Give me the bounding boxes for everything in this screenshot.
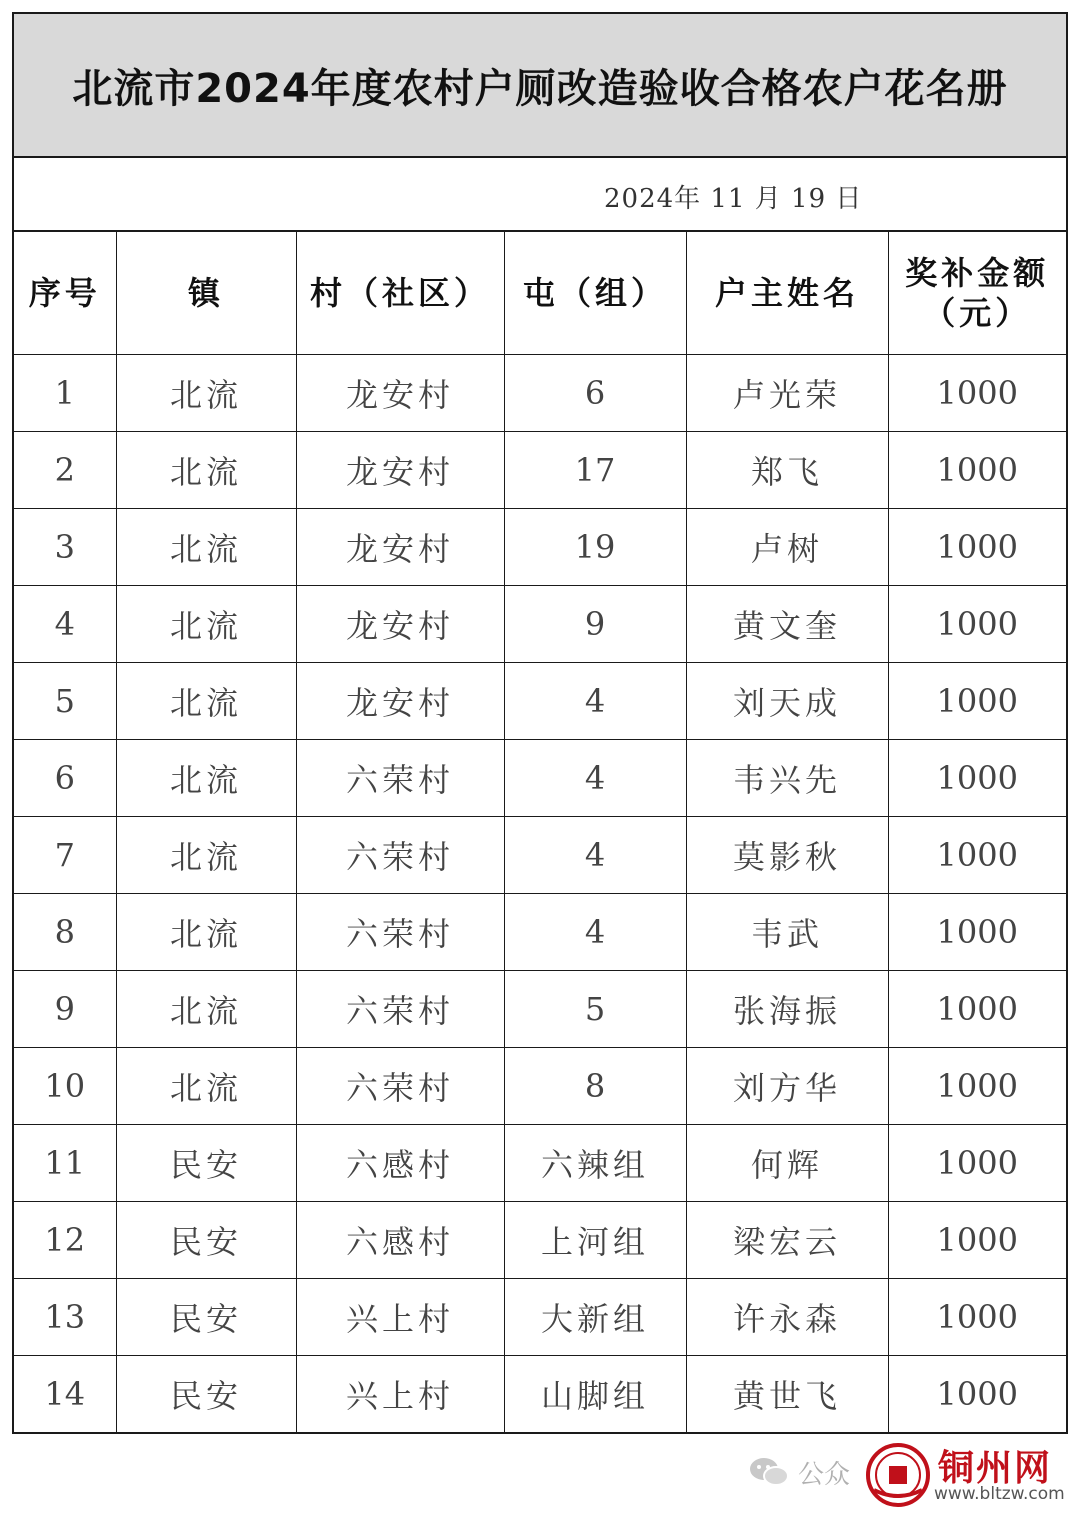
header-householder: 户主姓名: [686, 232, 888, 355]
table-row: [14, 971, 1066, 1048]
group-cell: 4: [504, 740, 686, 817]
site-name: 铜州网: [938, 1448, 1053, 1489]
town-cell: 北流: [116, 817, 296, 894]
table-row: [14, 663, 1066, 740]
header-group: 屯（组）: [504, 232, 686, 355]
town-cell: 北流: [116, 586, 296, 663]
index-cell: 11: [14, 1125, 116, 1202]
householder-cell: 许永森: [686, 1279, 888, 1356]
amount-cell: 1000: [888, 1048, 1066, 1125]
index-cell: 5: [14, 663, 116, 740]
amount-cell: 1000: [888, 894, 1066, 971]
town-cell: 民安: [116, 1356, 296, 1433]
index-cell: 2: [14, 432, 116, 509]
householder-cell: 韦兴先: [686, 740, 888, 817]
table-row: [14, 1048, 1066, 1125]
village-cell: 兴上村: [296, 1356, 504, 1433]
wechat-icon: [748, 1454, 792, 1490]
group-cell: 6: [504, 355, 686, 432]
index-cell: 13: [14, 1279, 116, 1356]
group-cell: 19: [504, 509, 686, 586]
group-cell: 5: [504, 971, 686, 1048]
householder-cell: 刘天成: [686, 663, 888, 740]
town-cell: 北流: [116, 971, 296, 1048]
index-cell: 10: [14, 1048, 116, 1125]
village-cell: 龙安村: [296, 586, 504, 663]
householder-cell: 黄文奎: [686, 586, 888, 663]
table-row: [14, 1356, 1066, 1433]
index-cell: 4: [14, 586, 116, 663]
village-cell: 六感村: [296, 1202, 504, 1279]
table-row: [14, 586, 1066, 663]
document-title: 北流市2024年度农村户厕改造验收合格农户花名册: [14, 14, 1066, 158]
group-cell: 17: [504, 432, 686, 509]
table-row: [14, 1125, 1066, 1202]
group-cell: 4: [504, 817, 686, 894]
amount-cell: 1000: [888, 1279, 1066, 1356]
account-text: 公众: [798, 1460, 851, 1490]
index-cell: 8: [14, 894, 116, 971]
village-cell: 龙安村: [296, 355, 504, 432]
group-cell: 4: [504, 894, 686, 971]
town-cell: 北流: [116, 509, 296, 586]
householder-cell: 刘方华: [686, 1048, 888, 1125]
amount-cell: 1000: [888, 1202, 1066, 1279]
village-cell: 六荣村: [296, 1048, 504, 1125]
group-cell: 六辣组: [504, 1125, 686, 1202]
index-cell: 1: [14, 355, 116, 432]
householder-cell: 何辉: [686, 1125, 888, 1202]
table-row: [14, 817, 1066, 894]
village-cell: 六荣村: [296, 740, 504, 817]
amount-cell: 1000: [888, 1356, 1066, 1433]
town-cell: 民安: [116, 1125, 296, 1202]
index-cell: 3: [14, 509, 116, 586]
amount-cell: 1000: [888, 971, 1066, 1048]
town-cell: 北流: [116, 740, 296, 817]
village-cell: 六感村: [296, 1125, 504, 1202]
table-row: [14, 740, 1066, 817]
amount-cell: 1000: [888, 432, 1066, 509]
village-cell: 六荣村: [296, 894, 504, 971]
index-cell: 7: [14, 817, 116, 894]
village-cell: 龙安村: [296, 663, 504, 740]
householder-cell: 郑飞: [686, 432, 888, 509]
householder-cell: 莫影秋: [686, 817, 888, 894]
group-cell: 上河组: [504, 1202, 686, 1279]
amount-cell: 1000: [888, 586, 1066, 663]
table-row: [14, 1202, 1066, 1279]
document-date: 2024年 11 月 19 日: [604, 184, 863, 214]
header-amount-label: 奖补金额: [905, 254, 1050, 292]
amount-cell: 1000: [888, 1125, 1066, 1202]
group-cell: 4: [504, 663, 686, 740]
amount-cell: 1000: [888, 740, 1066, 817]
watermark: [748, 1438, 1080, 1517]
index-cell: 9: [14, 971, 116, 1048]
amount-cell: 1000: [888, 663, 1066, 740]
householder-cell: 韦武: [686, 894, 888, 971]
amount-cell: 1000: [888, 355, 1066, 432]
header-town: 镇: [116, 232, 296, 355]
table-row: [14, 432, 1066, 509]
village-cell: 兴上村: [296, 1279, 504, 1356]
site-url: www.bltzw.com: [934, 1484, 1065, 1504]
table-row: [14, 1279, 1066, 1356]
roster-sheet: [12, 12, 1068, 1434]
header-village: 村（社区）: [296, 232, 504, 355]
table-header-row: [14, 232, 1066, 355]
table-row: [14, 355, 1066, 432]
town-cell: 民安: [116, 1279, 296, 1356]
date-row: [14, 158, 1066, 232]
householder-cell: 卢光荣: [686, 355, 888, 432]
town-cell: 北流: [116, 1048, 296, 1125]
table-row: [14, 894, 1066, 971]
header-amount-unit: （元）: [923, 294, 1032, 332]
town-cell: 北流: [116, 663, 296, 740]
index-cell: 12: [14, 1202, 116, 1279]
group-cell: 大新组: [504, 1279, 686, 1356]
town-cell: 北流: [116, 894, 296, 971]
householder-cell: 卢树: [686, 509, 888, 586]
village-cell: 龙安村: [296, 509, 504, 586]
town-cell: 民安: [116, 1202, 296, 1279]
table-body: [14, 355, 1066, 1433]
group-cell: 山脚组: [504, 1356, 686, 1433]
householder-cell: 梁宏云: [686, 1202, 888, 1279]
village-cell: 六荣村: [296, 971, 504, 1048]
index-cell: 6: [14, 740, 116, 817]
header-amount: [888, 232, 1066, 355]
roster-table: [14, 232, 1066, 1432]
group-cell: 8: [504, 1048, 686, 1125]
group-cell: 9: [504, 586, 686, 663]
amount-cell: 1000: [888, 817, 1066, 894]
amount-cell: 1000: [888, 509, 1066, 586]
village-cell: 龙安村: [296, 432, 504, 509]
seal-icon: [856, 1442, 940, 1508]
householder-cell: 张海振: [686, 971, 888, 1048]
index-cell: 14: [14, 1356, 116, 1433]
header-index: 序号: [14, 232, 116, 355]
town-cell: 北流: [116, 355, 296, 432]
village-cell: 六荣村: [296, 817, 504, 894]
table-row: [14, 509, 1066, 586]
householder-cell: 黄世飞: [686, 1356, 888, 1433]
town-cell: 北流: [116, 432, 296, 509]
